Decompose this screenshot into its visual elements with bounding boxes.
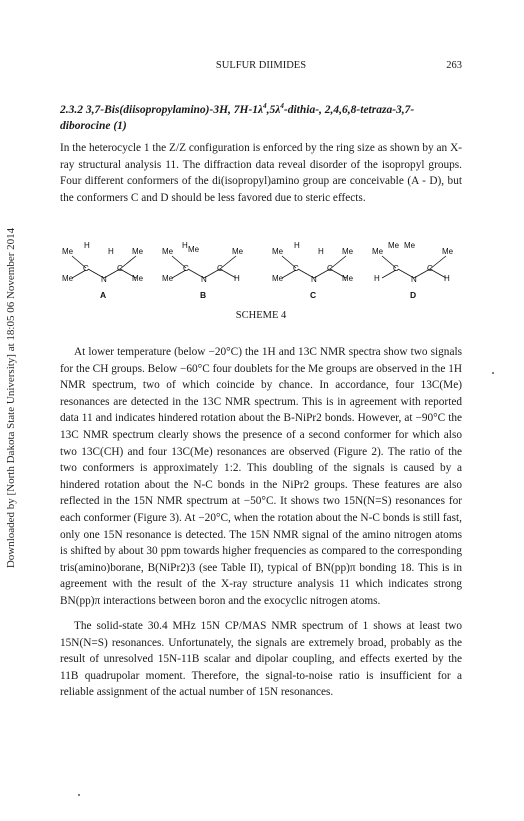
atom-label: Me [342,247,354,256]
atom-label: C [117,264,123,273]
atom-label: Me [132,274,144,283]
atom-label: Me [162,274,174,283]
conformer-d-labels [372,241,454,300]
conformer-c-labels [272,241,354,300]
atom-label: H [444,274,450,283]
conformer-label: D [410,290,417,300]
atom-label: H [294,241,300,250]
atom-label: C [327,264,333,273]
conformer-label: C [310,290,317,300]
atom-label: C [183,264,189,273]
scheme-4-structures [60,238,462,302]
atom-label: Me [388,241,400,250]
atom-label: C [427,264,433,273]
conformer-a-labels [62,241,144,300]
atom-label: H [182,241,188,250]
stray-mark [492,372,494,374]
atom-label: N [411,275,417,284]
download-watermark: Downloaded by [North Dakota State University] at 18:05 06 November 2014 [5,227,17,569]
atom-label: C [393,264,399,273]
atom-label: H [84,241,90,250]
atom-label: Me [62,274,74,283]
paragraph-1: In the heterocycle 1 the Z/Z configuration is enforced by the ring size as shown by an X-ray structural analysis 11. The diffraction data reveal disorder of the isopropyl groups. Four different conformers of the di(isopropyl)amino group are conceivable (A - D), but the conformers C and D should be less favored due to steric effects. [60,142,462,204]
atom-label: H [234,274,240,283]
paragraph-3: The solid-state 30.4 MHz 15N CP/MAS NMR spectrum of 1 shows at least two 15N(N=S) resonances. Unfortunately, the signals are extremely broad, probably as the result of unresolved 15N-11B scalar and dipolar coupling, and effects exerted by the 11B quadrupolar moment. Therefore, the signal-to-noise ratio is insufficient for a reliable assignment of the actual number of 15N resonances. [60,620,462,699]
atom-label: Me [162,247,174,256]
atom-label: Me [62,247,74,256]
atom-label: C [217,264,223,273]
page-number: 263 [446,60,462,71]
conformer-b-labels [162,241,244,300]
atom-label: H [108,247,114,256]
atom-label: Me [442,247,454,256]
atom-label: Me [372,247,384,256]
atom-label: N [201,275,207,284]
section-heading: 2.3.2 3,7-Bis(diisopropylamino)-3H, $7H-1\lambda^4,5\lambda^4-dithia-$, 2,4,6,8-tetraza-3,7-diborocine (1) [60,102,415,132]
atom-label: Me [232,247,244,256]
conformer-label: B [200,290,207,300]
stray-mark [78,794,80,796]
atom-label: Me [342,274,354,283]
atom-label: H [318,247,324,256]
atom-label: Me [188,245,200,254]
running-title: SULFUR DIIMIDES [215,60,307,71]
conformer-label: A [100,290,107,300]
atom-label: Me [272,274,284,283]
atom-label: Me [132,247,144,256]
paragraph-2: At lower temperature (below −20°C) the 1H and 13C NMR spectra show two signals for the CH groups. Below −60°C four doublets for the Me groups are observed in the 1H NMR spectrum, two of which coincide by chance. In accordance, four 13C(Me) resonances are detected in the 13C NMR spectrum. This is in agreement with reported data 11 and indicates hindered rotation about the B-NiPr2 bonds. However, at −90°C the 13C NMR spectrum clearly shows the presence of a second conformer for which also two 13C(CH) and four 13C(Me) resonances are observed (Figure 2). The ratio of the two conformers is approximately 1:2. This doubling of the signals is caused by a hindered rotation about the N-C bonds in the NiPr2 groups. These features are also reflected in the 15N NMR spectrum at −50°C. It shows two 15N(N=S) resonances for each conformer (Figure 3). At −20°C, when the rotation about the N-C bonds is still fast, only one 15N resonance is detected. The 15N NMR signal of the amino nitrogen atoms is shifted by about 30 ppm towards higher frequencies as compared to the corresponding tris(amino)borane, B(NiPr2)3 (see Table II), typical of BN(pp)π bonding 18. This is in agreement with the result of the X-ray structure analysis 11 which indicates strong BN(pp)π interactions between boron and the exocyclic nitrogen atoms. [60,346,462,607]
atom-label: Me [404,241,416,250]
atom-label: C [83,264,89,273]
scheme-caption: SCHEME 4 [235,310,287,321]
atom-label: Me [272,247,284,256]
atom-label: N [101,275,107,284]
atom-label: C [293,264,299,273]
atom-label: H [374,274,380,283]
atom-label: N [311,275,317,284]
